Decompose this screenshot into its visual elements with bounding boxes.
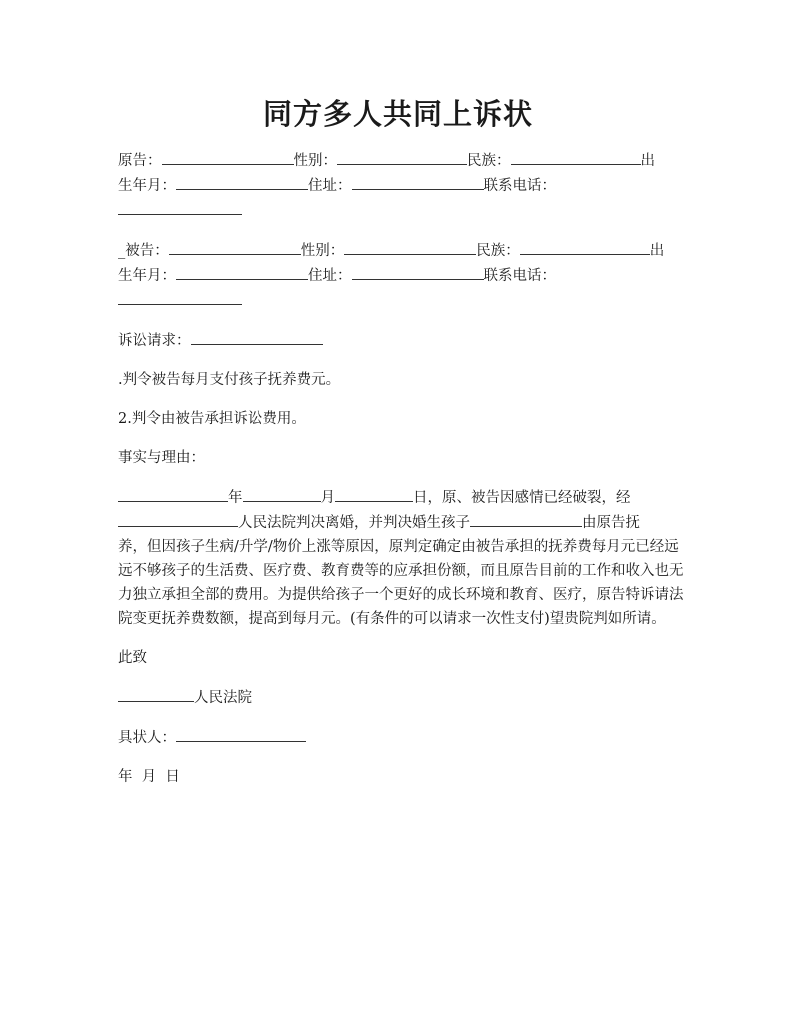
facts-day-text: 日，原、被告因感情已经破裂，经 <box>413 490 631 506</box>
claims-line <box>118 328 688 353</box>
facts-court-blank <box>118 510 238 527</box>
plaintiff-ethnicity-label: 民族： <box>467 153 511 169</box>
plaintiff-info <box>118 148 688 223</box>
plaintiff-birth-label-start: 出 <box>640 153 655 169</box>
signer-label: 具状人： <box>118 730 176 746</box>
plaintiff-ethnicity-blank <box>511 148 641 165</box>
document-body <box>118 148 688 789</box>
document-title: 同方多人共同上诉状 <box>262 97 533 131</box>
plaintiff-birth-blank <box>176 173 308 190</box>
date-line: 年 月 日 <box>118 769 180 785</box>
plaintiff-birth-label-end: 生年月： <box>118 178 176 194</box>
facts-court-text: 人民法院判决离婚，并判决婚生孩子 <box>238 515 470 531</box>
defendant-birth-label-end: 生年月： <box>118 268 176 284</box>
claim-item-2: 2.判令由被告承担诉讼费用。 <box>118 411 306 427</box>
plaintiff-phone-blank <box>118 198 242 215</box>
signer-line <box>118 725 688 750</box>
facts-child-blank <box>470 510 582 527</box>
facts-custody-text: 由原告抚 <box>582 515 640 531</box>
plaintiff-gender-blank <box>337 148 467 165</box>
plaintiff-address-label: 住址： <box>308 178 352 194</box>
closing-court-label: 人民法院 <box>194 690 252 706</box>
defendant-info <box>118 238 688 313</box>
defendant-birth-blank <box>176 263 308 280</box>
defendant-address-blank <box>352 263 484 280</box>
closing-court-line <box>118 685 688 710</box>
defendant-birth-label-start: 出 <box>649 243 665 259</box>
closing-court-blank <box>118 685 194 702</box>
plaintiff-name-blank <box>162 148 294 165</box>
plaintiff-label: 原告： <box>118 153 162 169</box>
defendant-phone-label: 联系电话： <box>483 268 556 284</box>
defendant-label: _被告： <box>118 243 169 259</box>
facts-year-label: 年 <box>228 490 243 506</box>
defendant-address-label: 住址： <box>308 268 352 284</box>
defendant-gender-blank <box>344 238 476 255</box>
plaintiff-gender-label: 性别： <box>293 153 337 169</box>
facts-heading: 事实与理由： <box>118 450 205 466</box>
defendant-phone-blank <box>118 288 242 305</box>
defendant-gender-label: 性别： <box>300 243 345 259</box>
defendant-name-blank <box>169 238 301 255</box>
facts-paragraph <box>118 485 688 631</box>
closing-salutation: 此致 <box>118 650 147 666</box>
defendant-ethnicity-blank <box>520 238 650 255</box>
claims-blank <box>191 328 323 345</box>
signer-blank <box>176 725 306 742</box>
facts-body-text: 养，但因孩子生病/升学/物价上涨等原因，原判定确定由被告承担的抚养费每月元已经远远不够孩子的生活费、医疗费、教育费等的应承担份额，而且原告目前的工作和收入也无力独立承担全部的费用。为提供给孩子一个更好的成长环境和教育、医疗，原告特诉请法院变更抚养费数额，提高到每月元。(有条件的可以请求一次性支付)望贵院判如所请。 <box>118 539 684 627</box>
defendant-ethnicity-label: 民族： <box>476 243 520 259</box>
claims-label: 诉讼请求： <box>118 333 191 349</box>
facts-month-label: 月 <box>320 490 335 506</box>
facts-month-blank <box>243 485 321 502</box>
plaintiff-phone-label: 联系电话： <box>483 178 556 194</box>
facts-day-blank <box>335 485 413 502</box>
facts-year-blank <box>118 485 228 502</box>
plaintiff-address-blank <box>352 173 484 190</box>
claim-item-1: .判令被告每月支付孩子抚养费元。 <box>118 372 341 388</box>
